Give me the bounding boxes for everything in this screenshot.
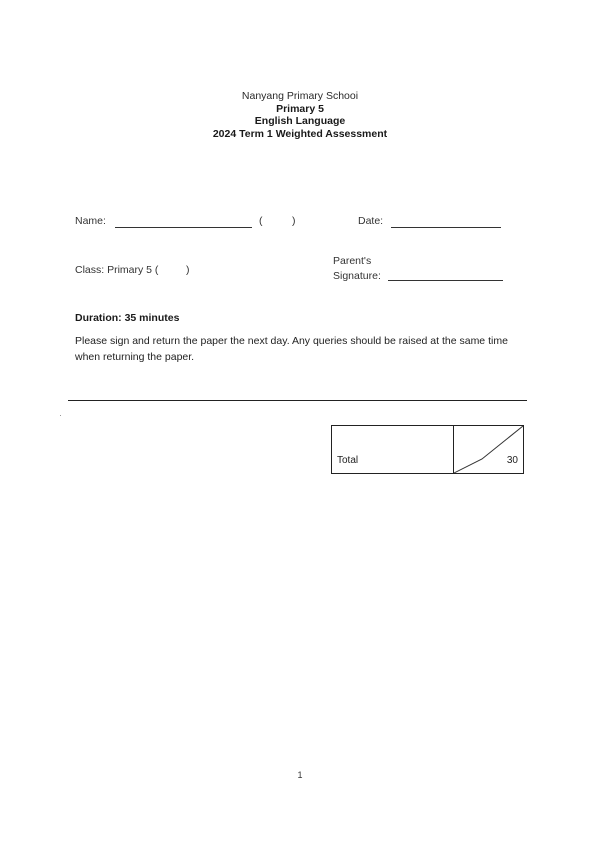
total-label: Total: [337, 455, 359, 466]
total-label-cell: [332, 426, 454, 473]
scan-speck: [60, 415, 61, 416]
register-open-paren: (: [259, 215, 263, 227]
name-label: Name:: [75, 215, 106, 227]
subject-title: English Language: [254, 115, 346, 127]
date-label: Date:: [358, 215, 384, 227]
parent-label: Parent's: [333, 255, 372, 267]
total-score-cell[interactable]: [454, 426, 523, 473]
signature-label: Signature:: [333, 270, 381, 282]
total-score-box: [331, 425, 524, 474]
duration-text: Duration: 35 minutes: [75, 312, 180, 324]
register-close-paren: ): [292, 215, 296, 227]
level-title: Primary 5: [276, 102, 324, 115]
horizontal-divider: [68, 400, 527, 401]
max-score: 30: [506, 455, 518, 466]
paper-header: [0, 90, 600, 140]
name-field[interactable]: [115, 227, 252, 228]
class-close-paren: ): [186, 264, 190, 276]
instructions-text: Please sign and return the paper the next day. Any queries should be raised at the same time when returning the paper.: [75, 335, 508, 363]
school-name: Nanyang Primary Schooi: [241, 90, 359, 102]
date-field[interactable]: [391, 227, 501, 228]
page-number: 1: [297, 770, 303, 780]
signature-field[interactable]: [388, 280, 503, 281]
class-label: Class: Primary 5 (: [75, 264, 159, 276]
assessment-title: 2024 Term 1 Weighted Assessment: [212, 127, 388, 140]
